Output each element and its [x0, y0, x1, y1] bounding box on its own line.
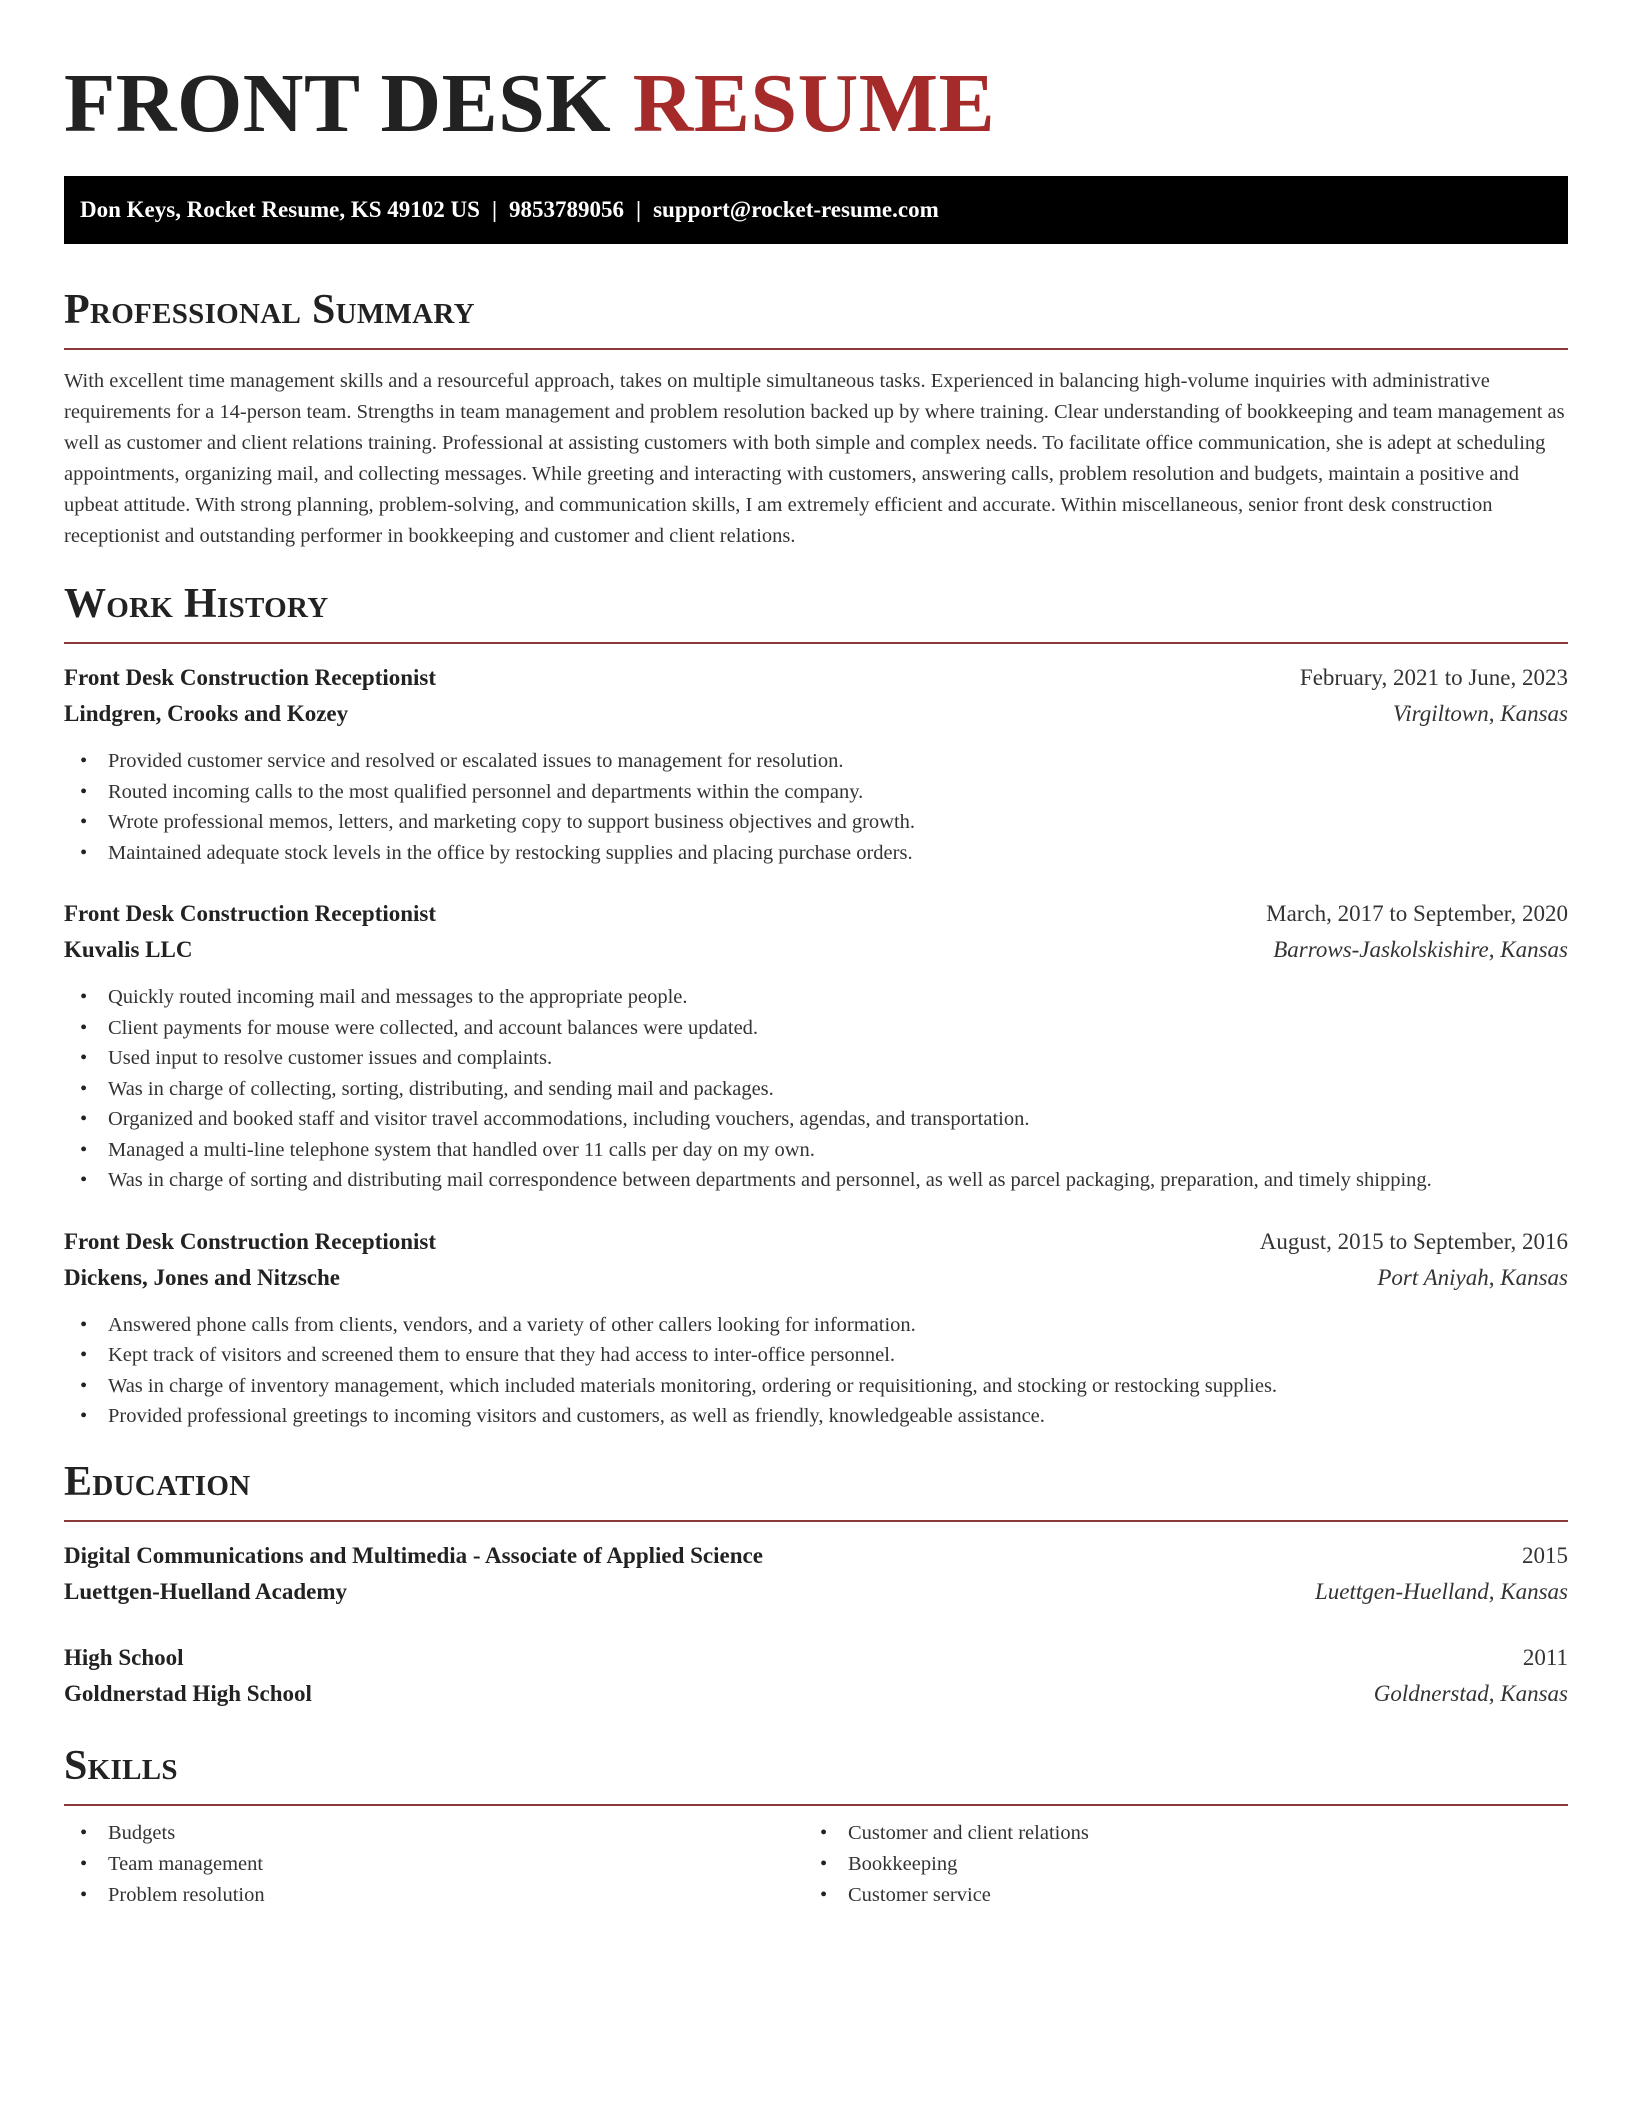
list-item: • Routed incoming calls to the most qualified personnel and departments within the company. [64, 777, 1568, 808]
list-item: • Wrote professional memos, letters, and marketing copy to support business objectives and growth. [64, 807, 1568, 838]
education-location: Luettgen-Huelland, Kansas [1315, 1578, 1568, 1604]
education-section [64, 1456, 1568, 1712]
job-company: Kuvalis LLC [64, 937, 193, 962]
education-school-row [64, 1574, 1568, 1610]
list-item: • Used input to resolve customer issues and complaints. [64, 1043, 1568, 1074]
contact-email[interactable]: support@rocket-resume.com [653, 197, 939, 222]
skills-column-left [64, 1818, 804, 1911]
skill-item: • Customer service [804, 1880, 1544, 1911]
job-location: Port Aniyah, Kansas [1377, 1264, 1568, 1290]
resume-title [64, 0, 1568, 152]
list-item: • Provided professional greetings to incoming visitors and customers, as well as friendly, knowledgeable assistance. [64, 1401, 1568, 1432]
contact-separator: | [636, 197, 642, 222]
skills-grid [64, 1818, 1568, 1911]
job-title: Front Desk Construction Receptionist [64, 901, 437, 926]
title-main: FRONT DESK [64, 57, 612, 150]
list-item: • Client payments for mouse were collected, and account balances were updated. [64, 1013, 1568, 1044]
job-company: Dickens, Jones and Nitzsche [64, 1264, 341, 1290]
education-entry [64, 1640, 1568, 1712]
education-heading: Education [64, 1458, 251, 1505]
summary-section [64, 284, 1568, 552]
list-item: • Was in charge of collecting, sorting, distributing, and sending mail and packages. [64, 1074, 1568, 1105]
section-divider [64, 642, 1568, 644]
contact-address: Don Keys, Rocket Resume, KS 49102 US [80, 197, 480, 222]
education-degree-row [64, 1640, 1568, 1676]
education-school: Goldnerstad High School [64, 1680, 312, 1706]
job-dates: August, 2015 to September, 2016 [1259, 1228, 1568, 1254]
list-item: • Quickly routed incoming mail and messages to the appropriate people. [64, 982, 1568, 1013]
list-item: • Managed a multi-line telephone system that handled over 11 calls per day on my own. [64, 1135, 1568, 1166]
education-degree: High School [64, 1644, 184, 1670]
skill-item: • Budgets [64, 1818, 804, 1849]
education-school-row [64, 1676, 1568, 1712]
section-divider [64, 1804, 1568, 1806]
job-location: Virgiltown, Kansas [1392, 701, 1568, 726]
section-divider [64, 1520, 1568, 1522]
job-header-row [64, 1224, 1568, 1260]
job-header-row [64, 896, 1568, 932]
skill-item: • Bookkeeping [804, 1849, 1544, 1880]
summary-text: With excellent time management skills and a resourceful approach, takes on multiple simultaneous tasks. Experienced in balancing high-volume inquiries with administrative requirements for a 14-person team. Strengths in team management and problem resolution backed up by where training. Clear understanding of bookkeeping and team management as well as customer and client relations training. Professional at assisting customers with both simple and complex needs. To facilitate office communication, she is adept at scheduling appointments, organizing mail, and collecting messages. While greeting and interacting with customers, answering calls, problem resolution and budgets, maintain a positive and upbeat attitude. With strong planning, problem-solving, and communication skills, I am extremely efficient and accurate. Within miscellaneous, senior front desk construction receptionist and outstanding performer in bookkeeping and customer and client relations. [64, 370, 1565, 547]
work-section [64, 578, 1568, 1432]
section-divider [64, 348, 1568, 350]
job-company: Lindgren, Crooks and Kozey [64, 701, 349, 726]
skill-item: • Team management [64, 1849, 804, 1880]
skill-item: • Customer and client relations [804, 1818, 1544, 1849]
education-year: 2011 [1522, 1644, 1568, 1670]
list-item: • Provided customer service and resolved or escalated issues to management for resolution. [64, 746, 1568, 777]
job-header-row [64, 660, 1568, 696]
contact-phone: 9853789056 [509, 197, 625, 222]
education-school: Luettgen-Huelland Academy [64, 1578, 348, 1604]
work-heading: Work History [64, 581, 329, 627]
list-item: • Maintained adequate stock levels in the office by restocking supplies and placing purchase orders. [64, 838, 1568, 869]
job-dates: February, 2021 to June, 2023 [1299, 665, 1568, 690]
list-item: • Was in charge of sorting and distributing mail correspondence between departments and personnel, as well as parcel packaging, preparation, and timely shipping. [64, 1165, 1568, 1196]
skill-item: • Problem resolution [64, 1880, 804, 1911]
job-location: Barrows-Jaskolskishire, Kansas [1273, 937, 1568, 962]
resume-page [64, 0, 1568, 1911]
job-title: Front Desk Construction Receptionist [64, 1228, 437, 1254]
job-bullets [64, 1310, 1568, 1432]
list-item: • Organized and booked staff and visitor travel accommodations, including vouchers, agendas, and transportation. [64, 1104, 1568, 1135]
education-location: Goldnerstad, Kansas [1373, 1680, 1568, 1706]
skills-column-right [804, 1818, 1544, 1911]
contact-bar [64, 176, 1568, 244]
job-title: Front Desk Construction Receptionist [64, 665, 437, 690]
job-entry [64, 896, 1568, 1196]
job-bullets [64, 982, 1568, 1196]
list-item: • Answered phone calls from clients, vendors, and a variety of other callers looking for information. [64, 1310, 1568, 1341]
job-dates: March, 2017 to September, 2020 [1266, 901, 1568, 926]
skills-section [64, 1740, 1568, 1911]
education-year: 2015 [1522, 1542, 1568, 1568]
job-entry [64, 660, 1568, 868]
education-entry [64, 1538, 1568, 1610]
list-item: • Kept track of visitors and screened them to ensure that they had access to inter-office personnel. [64, 1340, 1568, 1371]
job-company-row [64, 696, 1568, 732]
job-company-row [64, 1260, 1568, 1296]
list-item: • Was in charge of inventory management, which included materials monitoring, ordering or requisitioning, and stocking or restocking supplies. [64, 1371, 1568, 1402]
contact-separator: | [491, 197, 498, 222]
education-degree-row [64, 1538, 1568, 1574]
job-company-row [64, 932, 1568, 968]
job-entry [64, 1224, 1568, 1432]
education-degree: Digital Communications and Multimedia - Associate of Applied Science [64, 1542, 763, 1568]
title-accent: RESUME [632, 57, 996, 150]
summary-heading: Professional Summary [64, 287, 475, 333]
skills-heading: Skills [64, 1742, 178, 1789]
job-bullets [64, 746, 1568, 868]
